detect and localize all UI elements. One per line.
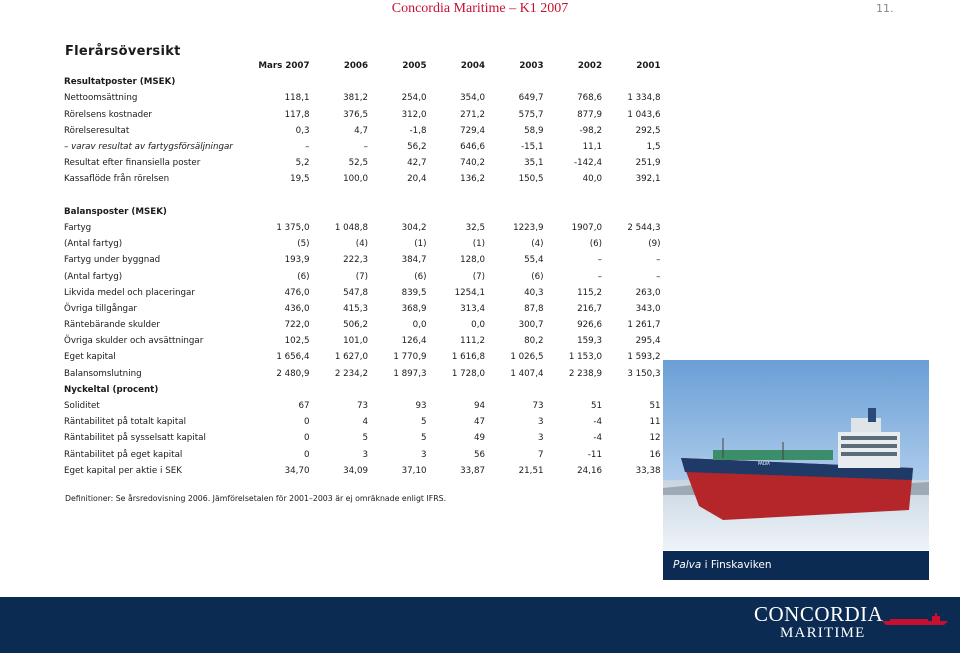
table-cell: 19,5 xyxy=(290,174,310,185)
table-cell: (6) xyxy=(589,239,602,250)
caption-ship-name: Palva xyxy=(673,559,702,571)
table-cell: 34,09 xyxy=(343,465,368,476)
table-row xyxy=(62,285,663,301)
table-cell: 35,1 xyxy=(524,158,544,169)
table-cell: 313,4 xyxy=(460,303,485,314)
table-cell: 55,4 xyxy=(524,255,544,266)
table-row xyxy=(62,349,663,365)
table-row xyxy=(62,220,663,236)
financial-overview-table xyxy=(62,58,663,479)
table-row xyxy=(62,317,663,333)
table-row xyxy=(62,430,663,446)
table-cell: 1254,1 xyxy=(454,287,485,298)
table-row xyxy=(62,447,663,463)
table-cell: 101,0 xyxy=(343,336,368,347)
page-number: 11. xyxy=(876,2,894,15)
table-cell: 1 153,0 xyxy=(568,352,602,363)
row-label: Likvida medel och placeringar xyxy=(64,287,195,298)
table-cell: -4 xyxy=(593,433,602,444)
table-row xyxy=(62,107,663,123)
table-row xyxy=(62,463,663,479)
table-cell: (5) xyxy=(297,239,310,250)
table-cell: 1 043,6 xyxy=(627,109,661,120)
logo-line1: CONCORDIA xyxy=(754,602,884,626)
table-cell: 128,0 xyxy=(460,255,485,266)
table-cell xyxy=(312,204,371,220)
row-label: Kassaflöde från rörelsen xyxy=(64,174,170,185)
table-cell: 649,7 xyxy=(518,93,544,104)
table-cell: 292,5 xyxy=(635,125,661,136)
row-label: Rörelseresultat xyxy=(64,125,130,136)
table-cell xyxy=(429,204,488,220)
table-cell: 295,4 xyxy=(635,336,661,347)
table-cell: -15,1 xyxy=(521,142,544,153)
table-cell: 33,38 xyxy=(635,465,661,476)
table-cell: 34,70 xyxy=(284,465,310,476)
row-label: Övriga tillgångar xyxy=(64,303,137,314)
table-cell xyxy=(253,74,312,90)
table-cell xyxy=(546,382,605,398)
table-cell: 58,9 xyxy=(524,125,544,136)
row-label: Eget kapital xyxy=(64,352,116,363)
table-cell xyxy=(604,188,663,204)
table-cell xyxy=(253,188,312,204)
table-cell: 2 480,9 xyxy=(276,368,310,379)
table-cell: 376,5 xyxy=(343,109,368,120)
table-cell: 0 xyxy=(303,417,310,428)
table-cell: 56,2 xyxy=(407,142,427,153)
table-cell: 49 xyxy=(473,433,485,444)
table-cell: 575,7 xyxy=(518,109,544,120)
table-cell: 2 238,9 xyxy=(568,368,602,379)
table-cell xyxy=(546,188,605,204)
table-cell: 926,6 xyxy=(577,320,602,331)
table-cell: 1 375,0 xyxy=(276,222,310,233)
table-cell: 87,8 xyxy=(524,303,544,314)
table-cell xyxy=(312,188,371,204)
table-cell xyxy=(487,74,546,90)
table-cell: – xyxy=(656,271,661,282)
table-cell: 67 xyxy=(298,401,310,412)
row-label: Nyckeltal (procent) xyxy=(64,384,159,395)
table-cell: 51 xyxy=(590,401,602,412)
table-cell: (9) xyxy=(648,239,661,250)
table-cell: 343,0 xyxy=(635,303,661,314)
table-cell: -11 xyxy=(587,449,602,460)
table-cell: 5,2 xyxy=(295,158,310,169)
table-cell: 3 xyxy=(537,417,544,428)
table-cell xyxy=(546,204,605,220)
table-row xyxy=(62,236,663,252)
table-row xyxy=(62,155,663,171)
table-cell: (1) xyxy=(414,239,427,250)
row-label: Balansomslutning xyxy=(64,368,142,379)
table-cell: -98,2 xyxy=(579,125,602,136)
table-row xyxy=(62,139,663,155)
caption-location: i Finskaviken xyxy=(701,559,772,571)
table-cell: – xyxy=(597,255,602,266)
logo-line2: MARITIME xyxy=(780,625,866,641)
table-cell: -142,4 xyxy=(573,158,602,169)
table-cell xyxy=(487,204,546,220)
table-cell: 381,2 xyxy=(343,93,368,104)
row-label: Räntabilitet på eget kapital xyxy=(64,449,183,460)
table-cell: (4) xyxy=(355,239,368,250)
table-cell: 304,2 xyxy=(401,222,427,233)
table-cell: 3 xyxy=(362,449,368,460)
table-cell: 0,3 xyxy=(295,125,310,136)
table-cell: 312,0 xyxy=(401,109,427,120)
spacer-row xyxy=(62,188,663,204)
table-cell: 354,0 xyxy=(460,93,485,104)
table-cell: 1 261,7 xyxy=(627,320,661,331)
table-cell: 368,9 xyxy=(401,303,427,314)
table-cell: 56 xyxy=(473,449,485,460)
table-cell: 1 656,4 xyxy=(276,352,310,363)
table-cell xyxy=(487,382,546,398)
row-label: Räntabilitet på sysselsatt kapital xyxy=(64,433,206,444)
table-cell: 150,5 xyxy=(518,174,544,185)
table-cell xyxy=(429,74,488,90)
row-label: Nettoomsättning xyxy=(64,93,138,104)
column-header-row xyxy=(62,58,663,74)
table-cell: 117,8 xyxy=(284,109,310,120)
table-cell xyxy=(370,74,429,90)
table-cell: 547,8 xyxy=(343,287,368,298)
table-row xyxy=(62,333,663,349)
table-cell: 32,5 xyxy=(465,222,485,233)
table-cell: – xyxy=(597,271,602,282)
table-cell xyxy=(312,382,371,398)
table-row xyxy=(62,366,663,382)
table-cell: 0 xyxy=(303,433,310,444)
table-cell: 136,2 xyxy=(460,174,485,185)
column-header: 2002 xyxy=(577,61,602,72)
table-cell: – xyxy=(363,142,368,153)
column-header-label xyxy=(62,58,253,74)
footnote: Definitioner: Se årsredovisning 2006. Jämförelsetalen för 2001–2003 är ej omräknade enligt IFRS. xyxy=(65,494,447,503)
ship-photo xyxy=(663,360,929,550)
table-cell xyxy=(370,188,429,204)
table-cell: 73 xyxy=(356,401,368,412)
table-cell: 1 407,4 xyxy=(510,368,544,379)
table-row xyxy=(62,171,663,187)
table-cell: 5 xyxy=(420,433,427,444)
row-label: Soliditet xyxy=(64,401,100,412)
table-cell: 646,6 xyxy=(460,142,485,153)
section-header-row xyxy=(62,382,663,398)
table-cell: 42,7 xyxy=(407,158,427,169)
table-cell: 12 xyxy=(649,433,661,444)
row-label: Resultat efter finansiella poster xyxy=(64,158,201,169)
table-cell xyxy=(604,204,663,220)
column-header: 2001 xyxy=(636,61,661,72)
table-cell xyxy=(253,204,312,220)
column-header: Mars 2007 xyxy=(258,61,310,72)
table-cell xyxy=(370,204,429,220)
table-cell: 33,87 xyxy=(460,465,485,476)
table-cell: 47 xyxy=(473,417,485,428)
table-cell: 80,2 xyxy=(524,336,544,347)
table-cell: 216,7 xyxy=(577,303,602,314)
table-cell: 271,2 xyxy=(460,109,485,120)
table-cell: 506,2 xyxy=(343,320,368,331)
table-cell: 722,0 xyxy=(284,320,310,331)
table-cell: 0,0 xyxy=(471,320,485,331)
table-cell: 1 048,8 xyxy=(334,222,368,233)
column-header: 2003 xyxy=(519,61,544,72)
table-cell: 263,0 xyxy=(635,287,661,298)
table-cell xyxy=(487,188,546,204)
table-row xyxy=(62,268,663,284)
table-cell: 16 xyxy=(649,449,661,460)
table-cell: 11,1 xyxy=(582,142,602,153)
table-cell xyxy=(429,382,488,398)
table-cell: 1 770,9 xyxy=(393,352,427,363)
table-cell: 222,3 xyxy=(343,255,368,266)
table-cell xyxy=(604,382,663,398)
table-cell: – xyxy=(656,255,661,266)
row-label xyxy=(62,188,253,204)
table-cell: 729,4 xyxy=(460,125,485,136)
table-cell: 251,9 xyxy=(635,158,661,169)
table-cell: 3 xyxy=(537,433,544,444)
table-cell: 20,4 xyxy=(407,174,427,185)
table-row xyxy=(62,123,663,139)
table-cell: 2 234,2 xyxy=(334,368,368,379)
row-label: – varav resultat av fartygsförsäljningar xyxy=(64,142,233,153)
table-cell: 1 627,0 xyxy=(334,352,368,363)
header-title: Concordia Maritime – K1 2007 xyxy=(391,1,569,16)
row-label: Resultatposter (MSEK) xyxy=(64,77,176,88)
table-cell: 436,0 xyxy=(284,303,310,314)
table-cell: 24,16 xyxy=(577,465,602,476)
table-cell xyxy=(604,74,663,90)
table-cell: (6) xyxy=(414,271,427,282)
table-cell: 21,51 xyxy=(518,465,544,476)
table-cell: 0,0 xyxy=(412,320,427,331)
table-cell: 1 728,0 xyxy=(451,368,485,379)
table-cell: 11 xyxy=(649,417,661,428)
row-label: Eget kapital per aktie i SEK xyxy=(64,465,182,476)
table-cell: 111,2 xyxy=(460,336,485,347)
table-cell: 94 xyxy=(473,401,485,412)
table-cell: 159,3 xyxy=(577,336,602,347)
row-label: Räntabilitet på totalt kapital xyxy=(64,417,186,428)
table-cell: 1 897,3 xyxy=(393,368,427,379)
table-cell: 1 616,8 xyxy=(451,352,485,363)
table-row xyxy=(62,414,663,430)
table-cell: 37,10 xyxy=(401,465,427,476)
table-row xyxy=(62,398,663,414)
table-cell: 52,5 xyxy=(348,158,368,169)
table-cell: 5 xyxy=(420,417,427,428)
table-cell: 254,0 xyxy=(401,93,427,104)
table-cell: 1,5 xyxy=(646,142,661,153)
logo-ship-icon xyxy=(880,612,950,626)
row-label: (Antal fartyg) xyxy=(64,239,123,250)
row-label: Fartyg xyxy=(64,222,92,233)
table-cell: 4,7 xyxy=(354,125,368,136)
table-cell: 1223,9 xyxy=(513,222,544,233)
table-cell xyxy=(253,382,312,398)
table-cell xyxy=(429,188,488,204)
table-cell: (1) xyxy=(472,239,485,250)
table-cell: 102,5 xyxy=(284,336,310,347)
table-cell: (6) xyxy=(297,271,310,282)
section-header-row xyxy=(62,74,663,90)
table-cell: (7) xyxy=(472,271,485,282)
table-cell: 40,0 xyxy=(582,174,602,185)
table-cell: 3 xyxy=(420,449,427,460)
column-header: 2004 xyxy=(460,61,485,72)
table-cell: 3 150,3 xyxy=(627,368,661,379)
table-row xyxy=(62,301,663,317)
table-cell: 100,0 xyxy=(343,174,368,185)
table-cell: 115,2 xyxy=(577,287,602,298)
table-cell: 93 xyxy=(415,401,427,412)
table-cell xyxy=(546,74,605,90)
table-cell: 476,0 xyxy=(284,287,310,298)
table-cell: 415,3 xyxy=(343,303,368,314)
table-cell: – xyxy=(305,142,310,153)
table-cell: 1 334,8 xyxy=(627,93,661,104)
table-cell: 740,2 xyxy=(460,158,485,169)
table-cell: 1 593,2 xyxy=(627,352,661,363)
table-cell: 300,7 xyxy=(518,320,544,331)
table-cell: 839,5 xyxy=(401,287,427,298)
page-title: Flerårsöversikt xyxy=(65,44,181,59)
table-cell: 0 xyxy=(303,449,310,460)
table-cell: 4 xyxy=(362,417,368,428)
table-cell: (7) xyxy=(355,271,368,282)
table-cell: 1907,0 xyxy=(571,222,602,233)
row-label: Balansposter (MSEK) xyxy=(64,206,167,217)
row-label: (Antal fartyg) xyxy=(64,271,123,282)
table-cell: (4) xyxy=(531,239,544,250)
column-header: 2005 xyxy=(402,61,427,72)
table-cell xyxy=(370,382,429,398)
row-label: Räntebärande skulder xyxy=(64,320,160,331)
table-cell: (6) xyxy=(531,271,544,282)
table-cell: 5 xyxy=(362,433,368,444)
row-label: Fartyg under byggnad xyxy=(64,255,161,266)
table-cell: 73 xyxy=(532,401,544,412)
table-cell xyxy=(312,74,371,90)
table-cell: 126,4 xyxy=(401,336,427,347)
table-cell: 193,9 xyxy=(284,255,310,266)
table-cell: 7 xyxy=(537,449,544,460)
column-header: 2006 xyxy=(343,61,368,72)
table-cell: 768,6 xyxy=(577,93,602,104)
table-cell: 877,9 xyxy=(577,109,602,120)
table-cell: -4 xyxy=(593,417,602,428)
row-label: Rörelsens kostnader xyxy=(64,109,152,120)
table-cell: -1,8 xyxy=(409,125,427,136)
section-header-row xyxy=(62,204,663,220)
table-row xyxy=(62,252,663,268)
ship-hull-name: PALVA xyxy=(758,461,770,466)
table-cell: 1 026,5 xyxy=(510,352,544,363)
table-cell: 384,7 xyxy=(401,255,427,266)
table-cell: 392,1 xyxy=(635,174,661,185)
concordia-logo xyxy=(754,603,883,642)
table-row xyxy=(62,90,663,106)
table-cell: 40,3 xyxy=(524,287,544,298)
table-cell: 118,1 xyxy=(284,93,310,104)
row-label: Övriga skulder och avsättningar xyxy=(64,336,204,347)
photo-caption xyxy=(663,551,929,580)
table-cell: 2 544,3 xyxy=(627,222,661,233)
table-cell: 51 xyxy=(649,401,661,412)
